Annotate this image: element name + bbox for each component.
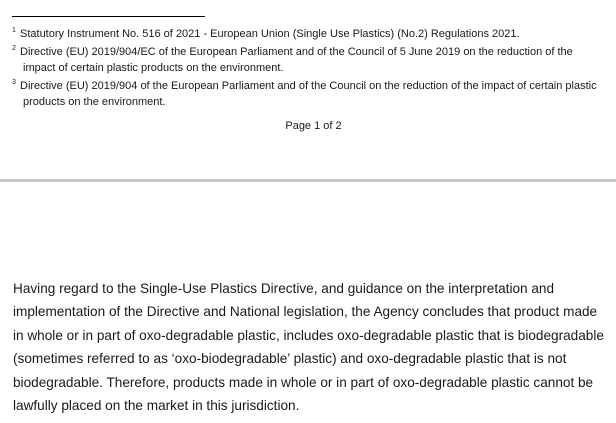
footnote-text: Directive (EU) 2019/904 of the European Parliament and of the Council on the reduction of the impact of certain plastic products on the environment. xyxy=(20,80,597,108)
footnote-2: $^2$ Directive (EU) 2019/904/EC of the European Parliament and of the Council of 5 June 2019 on the reduction of the impact of certain plastic products on the environment. xyxy=(12,45,573,74)
footnotes xyxy=(12,26,604,112)
page-number: Page 1 of 2 xyxy=(285,120,342,132)
footnote-3: $^3$ Directive (EU) 2019/904 of the European Parliament and of the Council on the reduction of the impact of certain plastic products on the environment. xyxy=(12,79,597,108)
footnote-1: $^1$ Statutory Instrument No. 516 of 2021 - European Union (Single Use Plastics) (No.2) Regulations 2021. xyxy=(12,27,520,40)
footnote-separator xyxy=(12,16,205,17)
document-page-1 xyxy=(0,0,616,180)
footnote-text: Statutory Instrument No. 516 of 2021 - European Union (Single Use Plastics) (No.2) Regulations 2021. xyxy=(20,28,520,40)
footnote-text: Directive (EU) 2019/904/EC of the European Parliament and of the Council of 5 June 2019 on the reduction of the impact of certain plastic products on the environment. xyxy=(20,46,573,74)
body-paragraph: Having regard to the Single-Use Plastics Directive, and guidance on the interpretation and implementation of the Directive and National legislation, the Agency concludes that product made in whole or in part of oxo-degradable plastic, includes oxo-degradable plastic that is biodegradable (sometimes referred to as ‘oxo-biodegradable’ plastic) and oxo-degradable plastic that is not biodegradable. Therefore, products made in whole or in part of oxo-degradable plastic cannot be lawfully placed on the market in this jurisdiction. xyxy=(13,281,604,414)
